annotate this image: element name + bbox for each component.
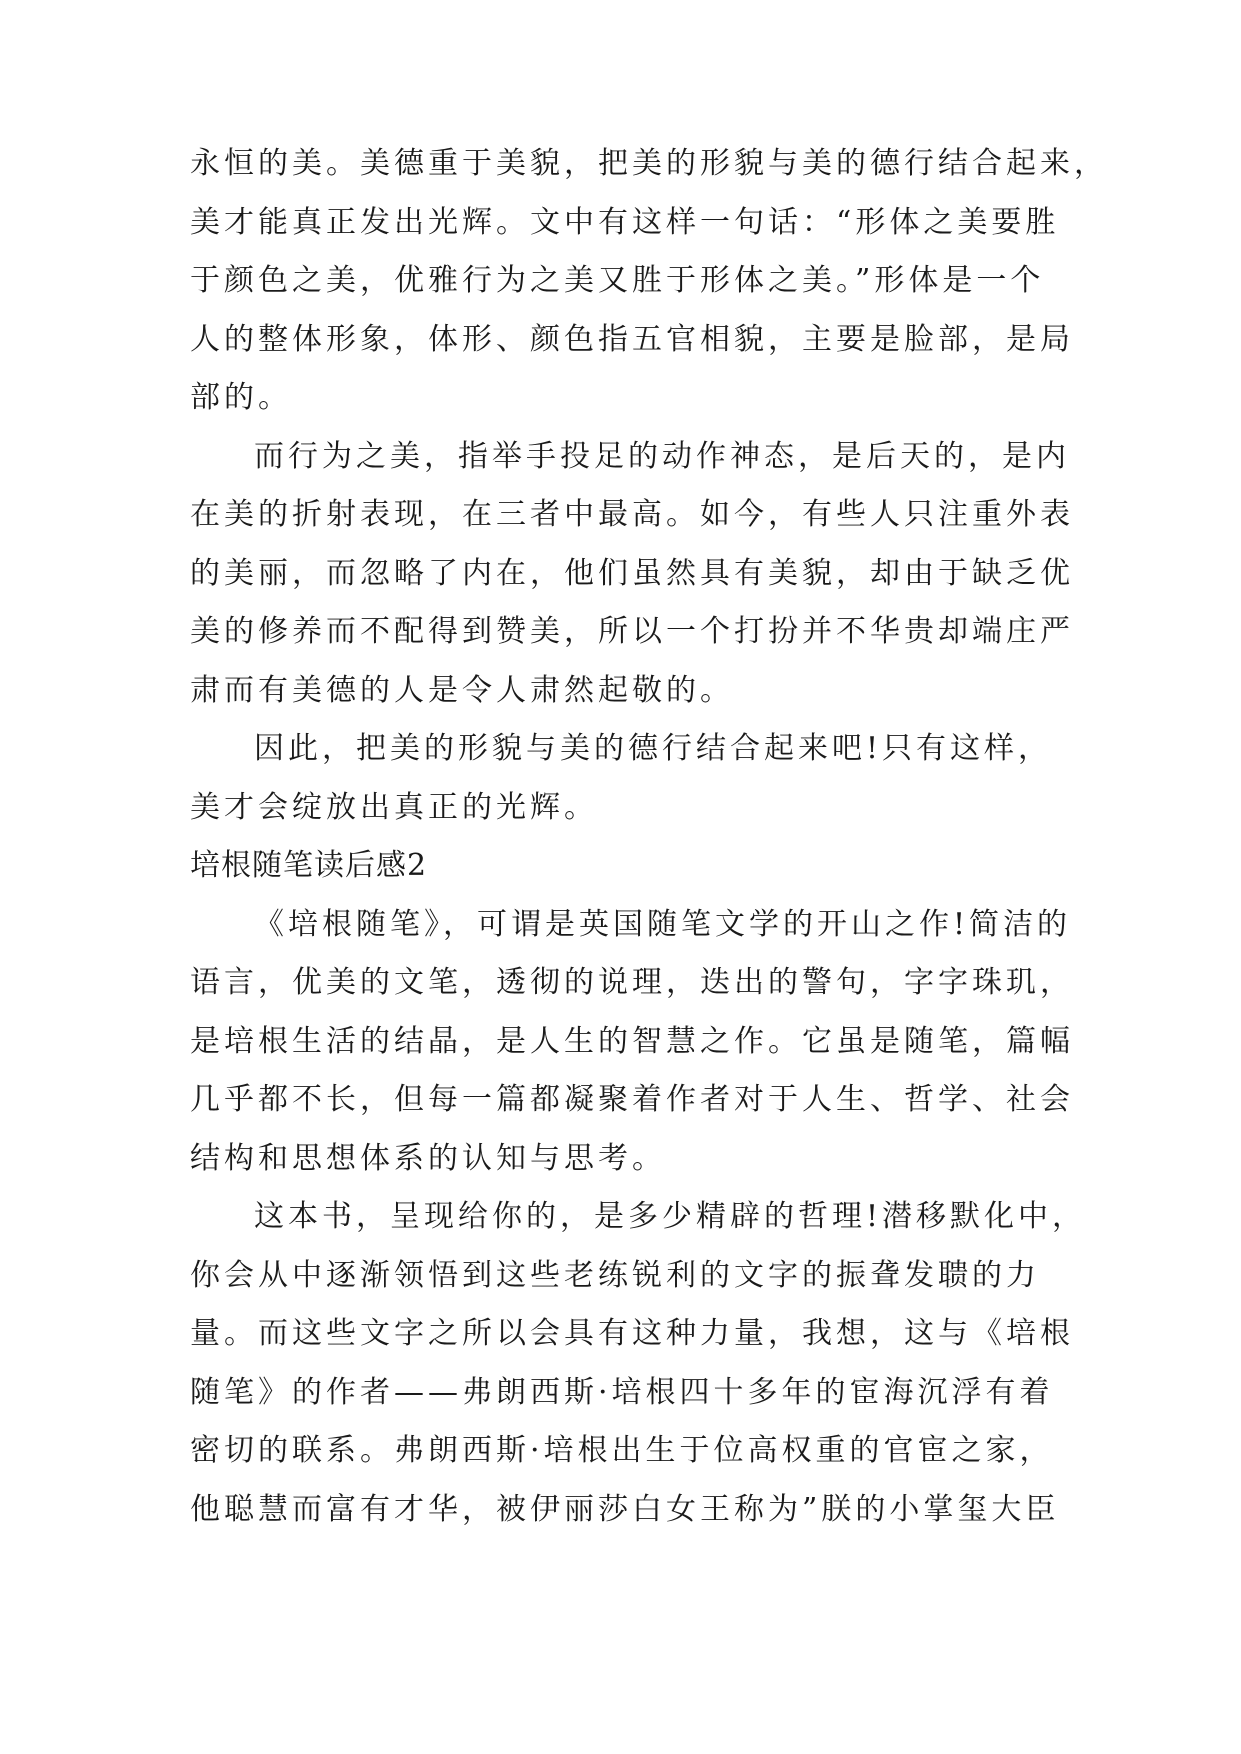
text-line: 而行为之美，指举手投足的动作神态，是后天的，是内: [254, 438, 1070, 474]
text-line: 是培根生活的结晶，是人生的智慧之作。它虽是随笔，篇幅: [190, 1023, 1074, 1059]
text-line: 结构和思想体系的认知与思考。: [190, 1140, 666, 1176]
text-line: 的美丽，而忽略了内在，他们虽然具有美貌，却由于缺乏优: [190, 555, 1074, 591]
text-line: 密切的联系。弗朗西斯·培根出生于位高权重的官宦之家，: [190, 1433, 1054, 1468]
text-line: 你会从中逐渐领悟到这些老练锐利的文字的振聋发聩的力: [190, 1257, 1040, 1293]
text-line: 因此，把美的形貌与美的德行结合起来吧!只有这样，: [254, 731, 1053, 766]
text-line: 人的整体形象，体形、颜色指五官相貌，主要是脸部，是局: [190, 321, 1074, 357]
text-line: 部的。: [190, 380, 292, 415]
text-line: 《培根随笔》，可谓是英国随笔文学的开山之作!简洁的: [254, 906, 1072, 942]
text-line: 几乎都不长，但每一篇都凝聚着作者对于人生、哲学、社会: [190, 1082, 1074, 1117]
text-line: 在美的折射表现，在三者中最高。如今，有些人只注重外表: [190, 497, 1074, 532]
section-heading: 培根随笔读后感2: [190, 848, 428, 883]
text-line: 量。而这些文字之所以会具有这种力量，我想，这与《培根: [190, 1316, 1074, 1351]
text-line: 美才会绽放出真正的光辉。: [190, 789, 598, 825]
text-line: 美才能真正发出光辉。文中有这样一句话：“形体之美要胜: [190, 204, 1060, 240]
text-line: 于颜色之美，优雅行为之美又胜于形体之美。”形体是一个: [190, 263, 1045, 298]
text-line: 肃而有美德的人是令人肃然起敬的。: [190, 672, 734, 708]
text-line: 这本书，呈现给你的，是多少精辟的哲理!潜移默化中，: [254, 1199, 1087, 1234]
text-line: 他聪慧而富有才华，被伊丽莎白女王称为”朕的小掌玺大臣: [190, 1491, 1060, 1527]
text-line: 语言，优美的文笔，透彻的说理，迭出的警句，字字珠玑，: [190, 965, 1074, 1000]
text-line: 随笔》的作者——弗朗西斯·培根四十多年的宦海沉浮有着: [190, 1374, 1054, 1410]
text-line: 永恒的美。美德重于美貌，把美的形貌与美的德行结合起来，: [190, 146, 1108, 181]
document-body: [190, 135, 1108, 1539]
text-line: 美的修养而不配得到赞美，所以一个打扮并不华贵却端庄严: [190, 614, 1074, 649]
